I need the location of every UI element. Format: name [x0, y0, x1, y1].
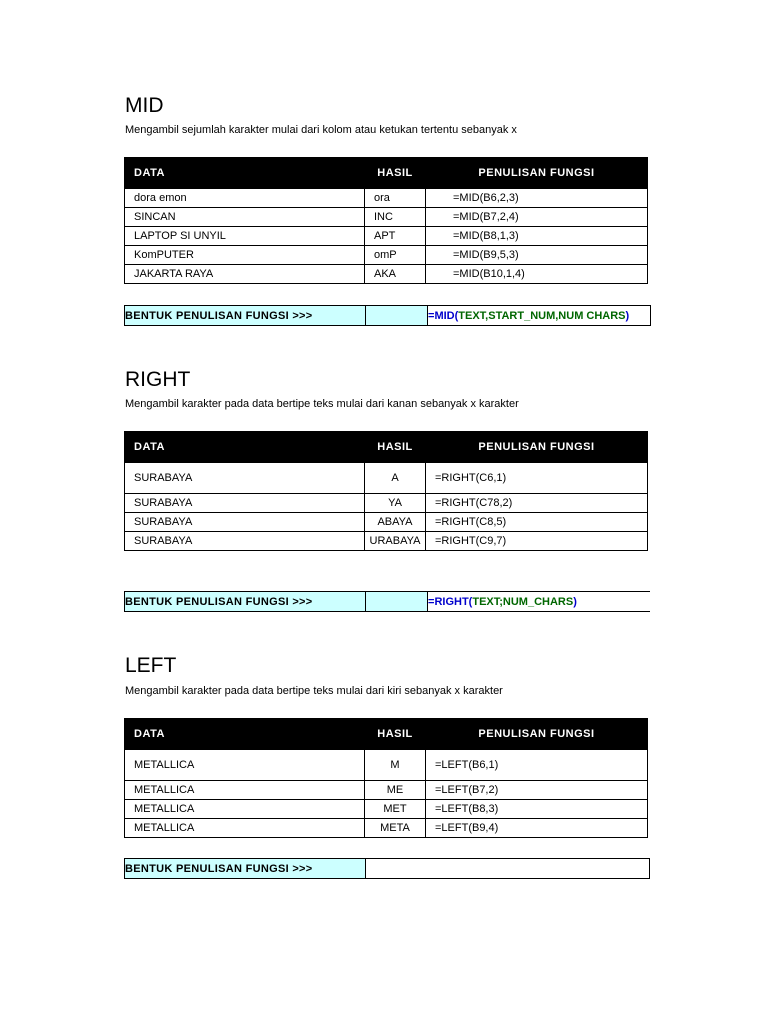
- section-description-left: Mengambil karakter pada data bertipe teks mulai dari kiri sebanyak x karakter: [125, 685, 503, 697]
- cell-hasil[interactable]: APT: [365, 227, 426, 246]
- cell-data[interactable]: METALLICA: [125, 750, 365, 781]
- syntax-args: TEXT;NUM_CHARS: [472, 595, 574, 608]
- syntax-spacer-cell[interactable]: [366, 592, 428, 612]
- section-title-right: RIGHT: [125, 368, 191, 391]
- cell-hasil[interactable]: META: [365, 819, 426, 838]
- header-penulisan-fungsi: PENULISAN FUNGSI: [426, 432, 648, 463]
- syntax-close-paren: ): [625, 309, 630, 322]
- syntax-function-name: RIGHT: [434, 595, 469, 608]
- table-row: [125, 494, 648, 513]
- section-description-right: Mengambil karakter pada data bertipe teks mulai dari kanan sebanyak x karakter: [125, 398, 519, 410]
- syntax-eq: =: [428, 309, 435, 322]
- table-row: [125, 800, 648, 819]
- table-row: [125, 532, 648, 551]
- cell-fungsi[interactable]: =RIGHT(C9,7): [426, 532, 648, 551]
- cell-data[interactable]: METALLICA: [125, 800, 365, 819]
- cell-hasil[interactable]: AKA: [365, 265, 426, 284]
- syntax-args: TEXT,START_NUM,NUM CHARS: [458, 309, 626, 322]
- cell-data[interactable]: JAKARTA RAYA: [125, 265, 365, 284]
- syntax-label: BENTUK PENULISAN FUNGSI >>>: [125, 859, 366, 879]
- cell-data[interactable]: SURABAYA: [125, 532, 365, 551]
- header-penulisan-fungsi: PENULISAN FUNGSI: [426, 158, 648, 189]
- cell-hasil[interactable]: omP: [365, 246, 426, 265]
- syntax-spacer-cell[interactable]: [366, 859, 428, 879]
- syntax-formula[interactable]: [427, 859, 650, 879]
- cell-hasil[interactable]: A: [365, 463, 426, 494]
- table-row: [125, 513, 648, 532]
- cell-fungsi[interactable]: =RIGHT(C8,5): [426, 513, 648, 532]
- table-row: [125, 189, 648, 208]
- header-hasil: HASIL: [365, 432, 426, 463]
- table-row: [125, 750, 648, 781]
- cell-fungsi[interactable]: =MID(B9,5,3): [426, 246, 648, 265]
- cell-data[interactable]: SINCAN: [125, 208, 365, 227]
- cell-fungsi[interactable]: =LEFT(B8,3): [426, 800, 648, 819]
- cell-data[interactable]: METALLICA: [125, 781, 365, 800]
- syntax-open-paren: (: [454, 309, 459, 322]
- cell-data[interactable]: SURABAYA: [125, 494, 365, 513]
- header-penulisan-fungsi: PENULISAN FUNGSI: [426, 719, 648, 750]
- cell-hasil[interactable]: ABAYA: [365, 513, 426, 532]
- cell-data[interactable]: LAPTOP SI UNYIL: [125, 227, 365, 246]
- section-description-mid: Mengambil sejumlah karakter mulai dari kolom atau ketukan tertentu sebanyak x: [125, 124, 517, 136]
- left-syntax-row: [124, 858, 650, 879]
- cell-data[interactable]: SURABAYA: [125, 463, 365, 494]
- cell-fungsi[interactable]: =RIGHT(C78,2): [426, 494, 648, 513]
- cell-data[interactable]: METALLICA: [125, 819, 365, 838]
- syntax-spacer-cell[interactable]: [366, 306, 428, 326]
- right-syntax-row: [124, 591, 650, 612]
- left-table: [124, 718, 648, 838]
- syntax-open-paren: (: [468, 595, 473, 608]
- cell-fungsi[interactable]: =MID(B6,2,3): [426, 189, 648, 208]
- cell-hasil[interactable]: ora: [365, 189, 426, 208]
- cell-hasil[interactable]: URABAYA: [365, 532, 426, 551]
- header-data: DATA: [125, 432, 365, 463]
- syntax-function-name: MID: [434, 309, 455, 322]
- cell-hasil[interactable]: INC: [365, 208, 426, 227]
- cell-data[interactable]: SURABAYA: [125, 513, 365, 532]
- syntax-eq: =: [428, 595, 435, 608]
- section-title-mid: MID: [125, 94, 164, 117]
- cell-hasil[interactable]: M: [365, 750, 426, 781]
- header-hasil: HASIL: [365, 719, 426, 750]
- table-header-row: [125, 158, 648, 189]
- header-hasil: HASIL: [365, 158, 426, 189]
- table-header-row: [125, 719, 648, 750]
- cell-fungsi[interactable]: =MID(B10,1,4): [426, 265, 648, 284]
- mid-syntax-row: [124, 305, 651, 326]
- syntax-label: BENTUK PENULISAN FUNGSI >>>: [125, 592, 366, 612]
- cell-fungsi[interactable]: =MID(B7,2,4): [426, 208, 648, 227]
- table-row: [125, 246, 648, 265]
- header-data: DATA: [125, 158, 365, 189]
- table-row: [125, 463, 648, 494]
- cell-fungsi[interactable]: =MID(B8,1,3): [426, 227, 648, 246]
- syntax-formula[interactable]: [428, 306, 651, 326]
- right-table: [124, 431, 648, 551]
- cell-fungsi[interactable]: =LEFT(B7,2): [426, 781, 648, 800]
- cell-hasil[interactable]: MET: [365, 800, 426, 819]
- table-row: [125, 265, 648, 284]
- cell-data[interactable]: dora emon: [125, 189, 365, 208]
- table-row: [125, 819, 648, 838]
- syntax-label: BENTUK PENULISAN FUNGSI >>>: [125, 306, 366, 326]
- table-row: [125, 227, 648, 246]
- table-header-row: [125, 432, 648, 463]
- syntax-close-paren: ): [573, 595, 577, 608]
- mid-table: [124, 157, 648, 284]
- header-data: DATA: [125, 719, 365, 750]
- section-title-left: LEFT: [125, 654, 177, 677]
- cell-fungsi[interactable]: =LEFT(B9,4): [426, 819, 648, 838]
- cell-data[interactable]: KomPUTER: [125, 246, 365, 265]
- cell-fungsi[interactable]: =LEFT(B6,1): [426, 750, 648, 781]
- table-row: [125, 208, 648, 227]
- cell-fungsi[interactable]: =RIGHT(C6,1): [426, 463, 648, 494]
- table-row: [125, 781, 648, 800]
- cell-hasil[interactable]: ME: [365, 781, 426, 800]
- syntax-formula[interactable]: [428, 592, 651, 612]
- cell-hasil[interactable]: YA: [365, 494, 426, 513]
